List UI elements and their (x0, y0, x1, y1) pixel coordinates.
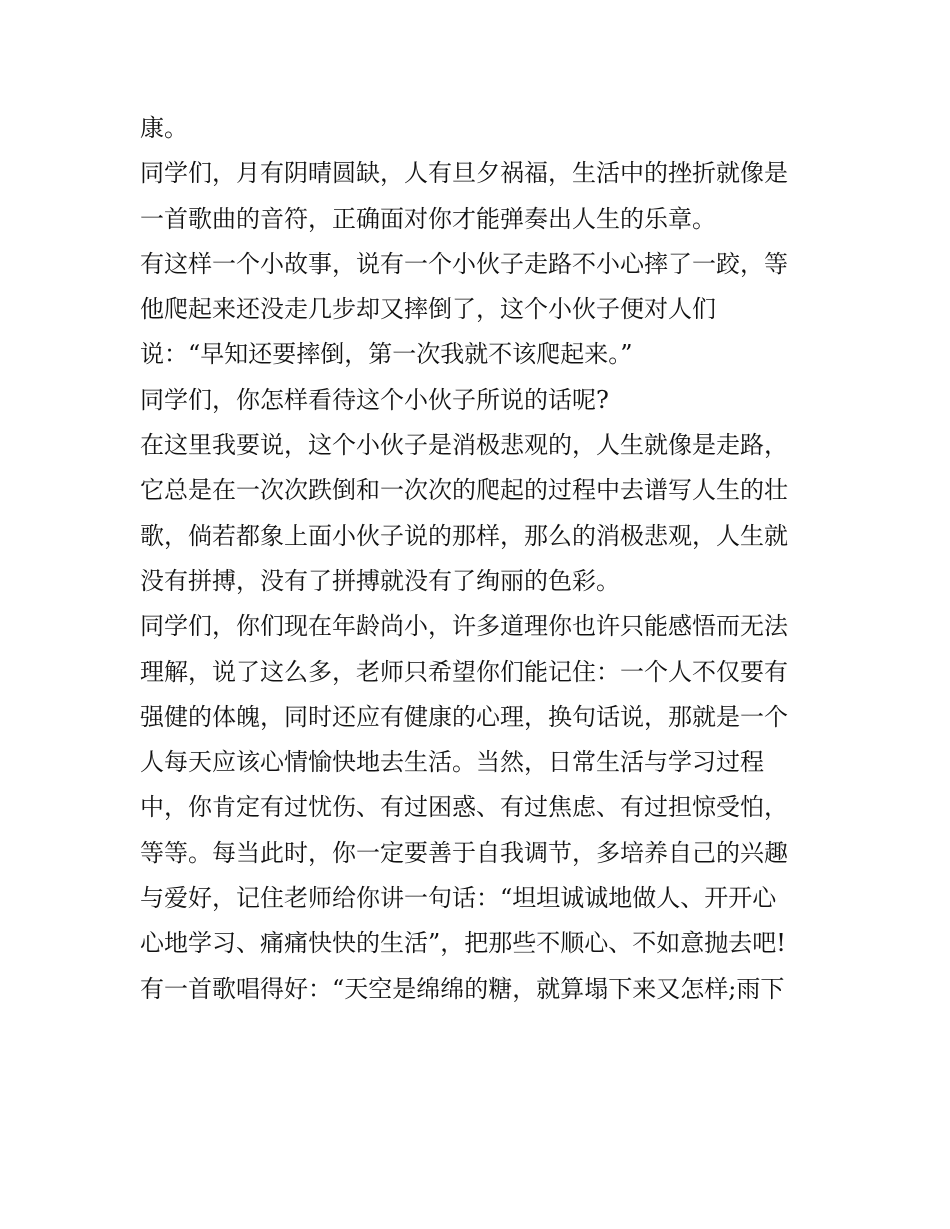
text-line: 心地学习、痛痛快快的生活”，把那些不顺心、不如意抛去吧! (140, 929, 786, 958)
text-line: 说：“早知还要摔倒，第一次我就不该爬起来。” (140, 340, 633, 369)
text-line: 一首歌曲的音符，正确面对你才能弹奏出人生的乐章。 (140, 204, 716, 233)
text-line: 歌，倘若都象上面小伙子说的那样，那么的消极悲观，人生就 (140, 521, 788, 550)
text-line: 同学们，你们现在年龄尚小，许多道理你也许只能感悟而无法 (140, 612, 788, 641)
text-line: 人每天应该心情愉快地去生活。当然，日常生活与学习过程 (140, 748, 764, 777)
text-line: 有这样一个小故事，说有一个小伙子走路不小心摔了一跤，等 (140, 249, 788, 278)
body-text (140, 106, 830, 1012)
text-line: 有一首歌唱得好：“天空是绵绵的糖，就算塌下来又怎样;雨下 (140, 974, 785, 1003)
text-line: 康。 (140, 114, 188, 142)
text-line: 没有拼搏，没有了拼搏就没有了绚丽的色彩。 (140, 566, 620, 595)
text-line: 它总是在一次次跌倒和一次次的爬起的过程中去谱写人生的壮 (140, 476, 788, 505)
text-line: 强健的体魄，同时还应有健康的心理，换句话说，那就是一个 (140, 702, 788, 731)
text-line: 同学们，你怎样看待这个小伙子所说的话呢? (140, 385, 609, 414)
text-line: 与爱好，记住老师给你讲一句话：“坦坦诚诚地做人、开开心 (140, 884, 777, 913)
text-line: 在这里我要说，这个小伙子是消极悲观的，人生就像是走路， (140, 431, 788, 460)
text-line: 中，你肯定有过忧伤、有过困惑、有过焦虑、有过担惊受怕， (140, 793, 788, 822)
text-line: 等等。每当此时，你一定要善于自我调节，多培养自己的兴趣 (140, 838, 788, 867)
text-line: 理解，说了这么多，老师只希望你们能记住：一个人不仅要有 (140, 657, 788, 686)
text-line: 同学们，月有阴晴圆缺，人有旦夕祸福，生活中的挫折就像是 (140, 159, 788, 188)
text-line: 他爬起来还没走几步却又摔倒了，这个小伙子便对人们 (140, 295, 716, 324)
